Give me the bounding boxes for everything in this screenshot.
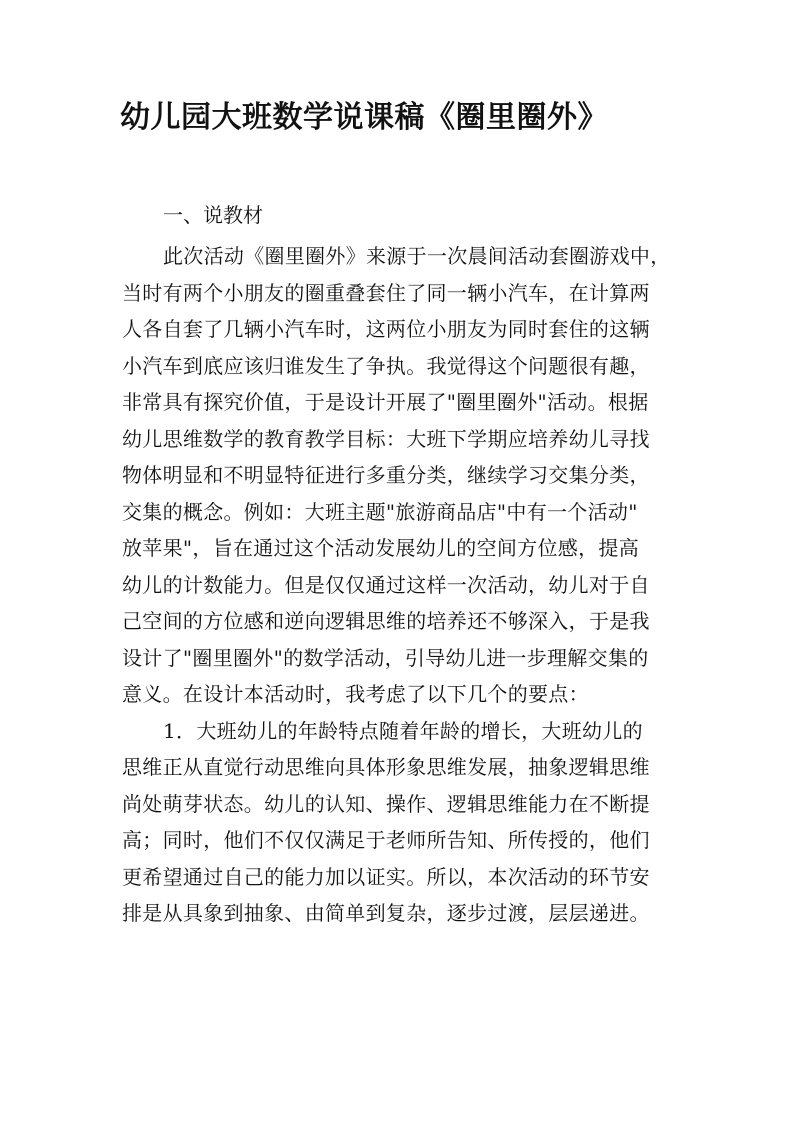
- paragraph-line: 设计了"圈里圈外"的数学活动，引导幼儿进一步理解交集的: [122, 645, 649, 670]
- paragraph-line: 己空间的方位感和逆向逻辑思维的培养还不够深入，于是我: [122, 609, 650, 633]
- paragraph-line: 思维正从直觉行动思维向具体形象思维发展，抽象逻辑思维: [122, 755, 650, 779]
- paragraph-line: 此次活动《圈里圈外》来源于一次晨间活动套圈游戏中，: [163, 244, 671, 268]
- paragraph-line: 交集的概念。例如：大班主题"旅游商品店"中有一个活动": [122, 499, 638, 524]
- paragraph-line: 幼儿思维数学的教育教学目标：大班下学期应培养幼儿寻找: [122, 426, 650, 451]
- paragraph-line: 小汽车到底应该归谁发生了争执。我觉得这个问题很有趣，: [122, 353, 650, 378]
- paragraph-line: 高；同时，他们不仅仅满足于老师所告知、所传授的，他们: [122, 828, 650, 852]
- paragraph-line: 放苹果"，旨在通过这个活动发展幼儿的空间方位感，提高: [122, 536, 639, 560]
- section-heading: 一、说教材: [163, 203, 263, 227]
- paragraph-line: 尚处萌芽状态。幼儿的认知、操作、逻辑思维能力在不断提: [122, 791, 650, 816]
- paragraph-line: 当时有两个小朋友的圈重叠套住了同一辆小汽车，在计算两: [122, 280, 650, 305]
- paragraph-line: 幼儿的计数能力。但是仅仅通过这样一次活动，幼儿对于自: [122, 572, 650, 597]
- paragraph-line: 排是从具象到抽象、由简单到复杂，逐步过渡，层层递进。: [122, 901, 650, 925]
- document-title: 幼儿园大班数学说课稿《圈里圈外》: [120, 100, 608, 135]
- paragraph-line: 更希望通过自己的能力加以证实。所以，本次活动的环节安: [122, 864, 650, 889]
- paragraph-line: 物体明显和不明显特征进行多重分类，继续学习交集分类，: [122, 463, 650, 487]
- paragraph-line: 非常具有探究价值，于是设计开展了"圈里圈外"活动。根据: [122, 390, 649, 414]
- body-text: [122, 238, 722, 932]
- paragraph-line: 1．大班幼儿的年龄特点随着年龄的增长，大班幼儿的: [163, 718, 643, 743]
- paragraph-line: 意义。在设计本活动时，我考虑了以下几个的要点：: [122, 682, 589, 706]
- paragraph-line: 人各自套了几辆小汽车时，这两位小朋友为同时套住的这辆: [122, 317, 650, 341]
